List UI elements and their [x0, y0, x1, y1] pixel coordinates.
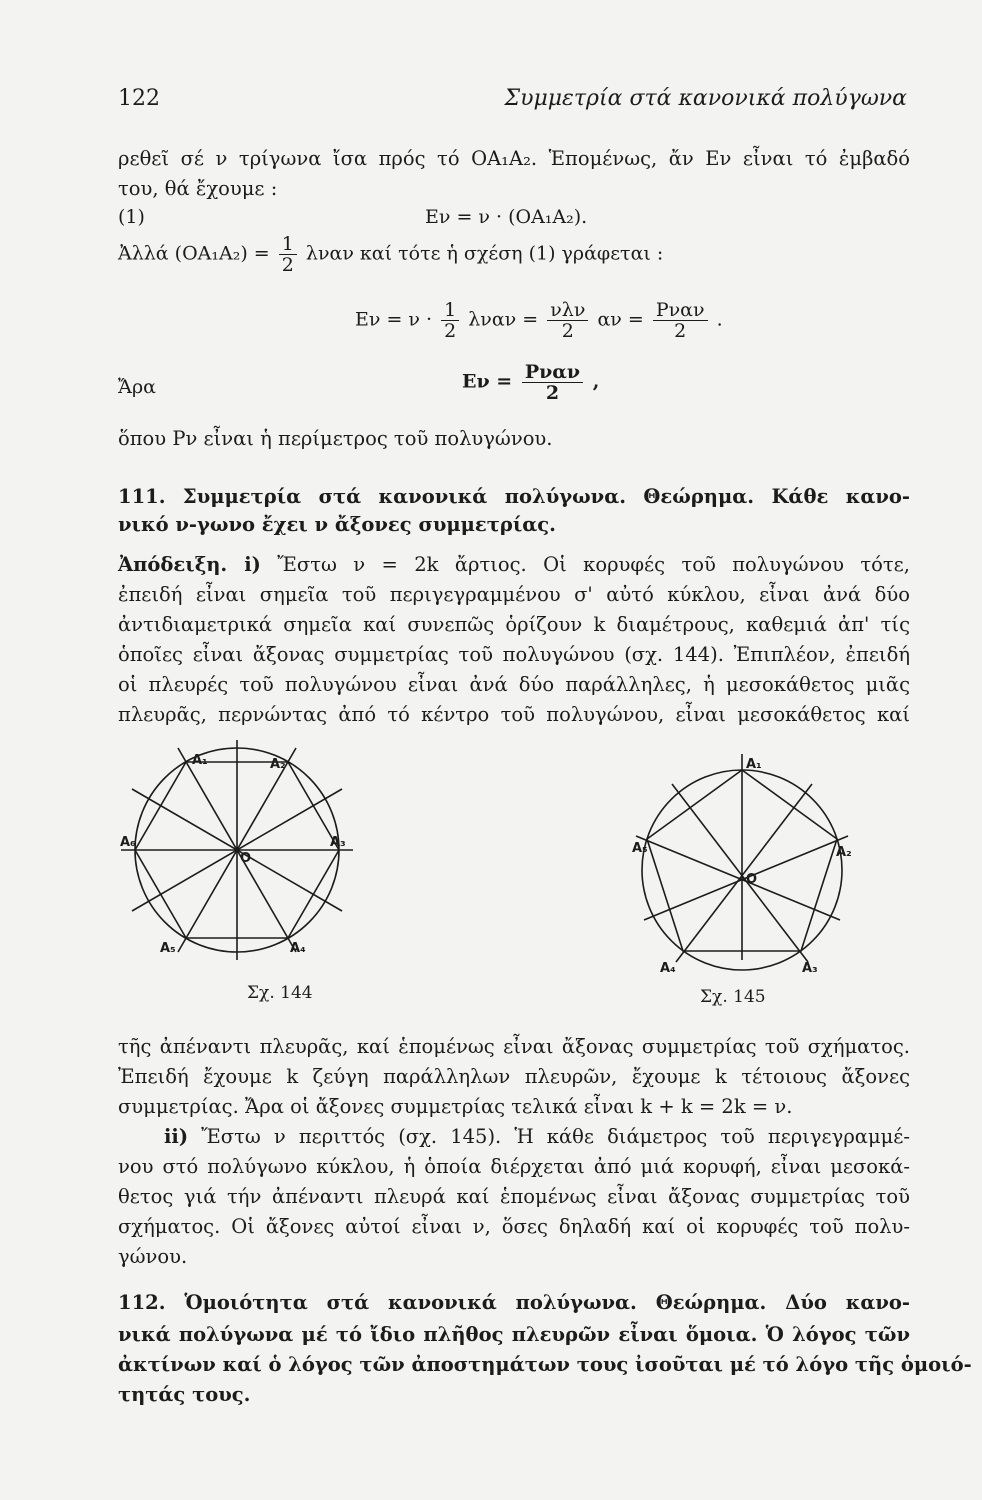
proof-ii-label: ii) — [164, 1125, 189, 1148]
fraction — [547, 300, 588, 341]
fraction — [441, 300, 459, 341]
denominator: 2 — [444, 320, 457, 342]
text-line: ὁποῖες εἶναι ἄξονας συμμετρίας τοῦ πολυγώνου (σχ. 144). Ἐπιπλέον, ἐπειδή — [118, 643, 910, 666]
proof-line — [118, 552, 910, 578]
vertex-label-a4: A₄ — [290, 941, 306, 956]
denominator: 2 — [674, 320, 687, 342]
text-line: πλευρᾶς, περνώντας ἀπό τό κέντρο τοῦ πολυγώνου, εἶναι μεσοκάθετος καί — [118, 703, 910, 726]
text-line: γώνου. — [118, 1245, 188, 1268]
text-line: θετος γιά τήν ἀπέναντι πλευρά καί ἑπομένως εἶναι ἄξονας συμμετρίας τοῦ — [118, 1185, 910, 1208]
figure-145-pentagon — [630, 740, 870, 1012]
symmetry-axis — [676, 784, 812, 962]
text-line: οἱ πλευρές τοῦ πολυγώνου εἶναι ἀνά δύο παράλληλες, ἡ μεσοκάθετος μιᾶς — [118, 673, 910, 696]
eq3-lhs: Eν = — [462, 370, 513, 393]
center-label-o: O — [746, 872, 758, 887]
denominator: 2 — [281, 254, 294, 276]
text-line: νου στό πολύγωνο κύκλου, ἡ ὁποία διέρχεται ἀπό μιά κορυφή, εἶναι μεσοκά- — [118, 1155, 910, 1178]
eq2-mid: λναν = — [468, 308, 539, 331]
equation-3 — [462, 362, 599, 403]
text-line: σχήματος. Οἱ ἄξονες αὐτοί εἶναι ν, ὅσες δηλαδή καί οἱ κορυφές τοῦ πολυ- — [118, 1215, 910, 1238]
vertex-label-a2: A₂ — [836, 845, 852, 860]
text-line: συμμετρίας. Ἄρα οἱ ἄξονες συμμετρίας τελικά εἶναι k + k = 2k = ν. — [118, 1095, 793, 1118]
text-line: τῆς ἀπέναντι πλευρᾶς, καί ἑπομένως εἶναι ἄξονας συμμετρίας τοῦ σχήματος. — [118, 1035, 910, 1058]
vertex-label-a2: A₂ — [270, 757, 286, 772]
vertex-label-a4: A₄ — [660, 961, 676, 976]
numerator: 1 — [441, 300, 459, 321]
section-112-line: τητάς τους. — [118, 1383, 251, 1406]
fraction — [279, 234, 297, 275]
section-111-title-2: νικό ν-γωνο ἔχει ν ἄξονες συμμετρίας. — [118, 513, 556, 536]
numerator: Pναν — [522, 362, 583, 383]
denominator: 2 — [561, 320, 574, 342]
center-label-o: O — [240, 851, 252, 866]
text-line: του, θά ἔχουμε : — [118, 177, 278, 200]
text-line: ἐπειδή εἶναι σημεῖα τοῦ περιγεγραμμένου σ' αὐτό κύκλου, εἶναι ἀνά δύο — [118, 583, 910, 606]
running-title: Συμμετρία στά κανονικά πολύγωνα — [504, 86, 907, 111]
equation-2 — [355, 300, 723, 341]
proof-ii-text: Ἔστω ν περιττός (σχ. 145). Ἡ κάθε διάμετρος τοῦ περιγεγραμμέ- — [201, 1125, 910, 1148]
eq2-lhs: Eν = ν · — [355, 308, 433, 331]
section-112-line: ἀκτίνων καί ὁ λόγος τῶν ἀποστημάτων τους ἰσοῦται μέ τό λόγο τῆς ὁμοιό- — [118, 1353, 972, 1376]
proof-text: Ἔστω ν = 2k ἄρτιος. Οἱ κορυφές τοῦ πολυγώνου τότε, — [277, 553, 910, 576]
vertex-label-a5: A₅ — [160, 941, 176, 956]
fraction — [653, 300, 708, 341]
vertex-label-a6: A₆ — [120, 835, 136, 850]
proof-label: Ἀπόδειξη. i) — [118, 553, 261, 576]
proof-line-ii — [118, 1124, 910, 1150]
symmetry-axis — [636, 836, 840, 920]
numerator: 1 — [279, 234, 297, 255]
vertex-label-a1: A₁ — [746, 757, 762, 772]
text-line: ρεθεῖ σέ ν τρίγωνα ἴσα πρός τό ΟΑ₁Α₂. Ἑπομένως, ἄν Eν εἶναι τό ἐμβαδό — [118, 147, 910, 170]
alla-suffix: λναν καί τότε ἡ σχέση (1) γράφεται : — [305, 242, 664, 265]
vertex-label-a3: A₃ — [802, 961, 818, 976]
equation-label: (1) — [118, 206, 145, 228]
numerator: Pναν — [653, 300, 708, 321]
text-line: Ἐπειδή ἔχουμε k ζεύγη παράλληλων πλευρῶν, ἔχουμε k τέτοιους ἄξονες — [118, 1065, 910, 1088]
equation-1: Eν = ν · (ΟΑ₁Α₂). — [425, 206, 588, 228]
fraction — [522, 362, 583, 403]
eq3-end: , — [592, 370, 600, 393]
symmetry-axis — [672, 784, 808, 962]
eq2-after: αν = — [597, 308, 644, 331]
vertex-label-a1: A₁ — [192, 753, 208, 768]
section-111-title: 111. Συμμετρία στά κανονικά πολύγωνα. Θεώρημα. Κάθε κανο- — [118, 485, 910, 508]
numerator: νλν — [547, 300, 588, 321]
vertex-label-a5: A₅ — [632, 841, 648, 856]
eq2-end: . — [716, 308, 723, 331]
figure-144-hexagon — [112, 740, 372, 1012]
vertex-label-a3: A₃ — [330, 835, 346, 850]
denominator: 2 — [545, 382, 560, 404]
equation-alla — [118, 234, 663, 275]
text-line: ἀντιδιαμετρικά σημεῖα καί συνεπῶς ὁρίζουν k διαμέτρους, καθεμιά ἀπ' τίς — [118, 613, 910, 636]
section-112-line: νικά πολύγωνα μέ τό ἴδιο πλῆθος πλευρῶν εἶναι ὅμοια. Ὁ λόγος τῶν — [118, 1323, 910, 1346]
text-line: ὅπου Pν εἶναι ἡ περίμετρος τοῦ πολυγώνου. — [118, 427, 553, 450]
alla-prefix: Ἀλλά (ΟΑ₁Α₂) = — [118, 242, 270, 265]
figure-145-caption: Σχ. 145 — [700, 987, 766, 1007]
ara-label: Ἄρα — [118, 376, 156, 398]
section-112-title: 112. Ὁμοιότητα στά κανονικά πολύγωνα. Θεώρημα. Δύο κανο- — [118, 1291, 910, 1314]
figure-144-caption: Σχ. 144 — [247, 983, 313, 1003]
page-number: 122 — [118, 86, 160, 111]
